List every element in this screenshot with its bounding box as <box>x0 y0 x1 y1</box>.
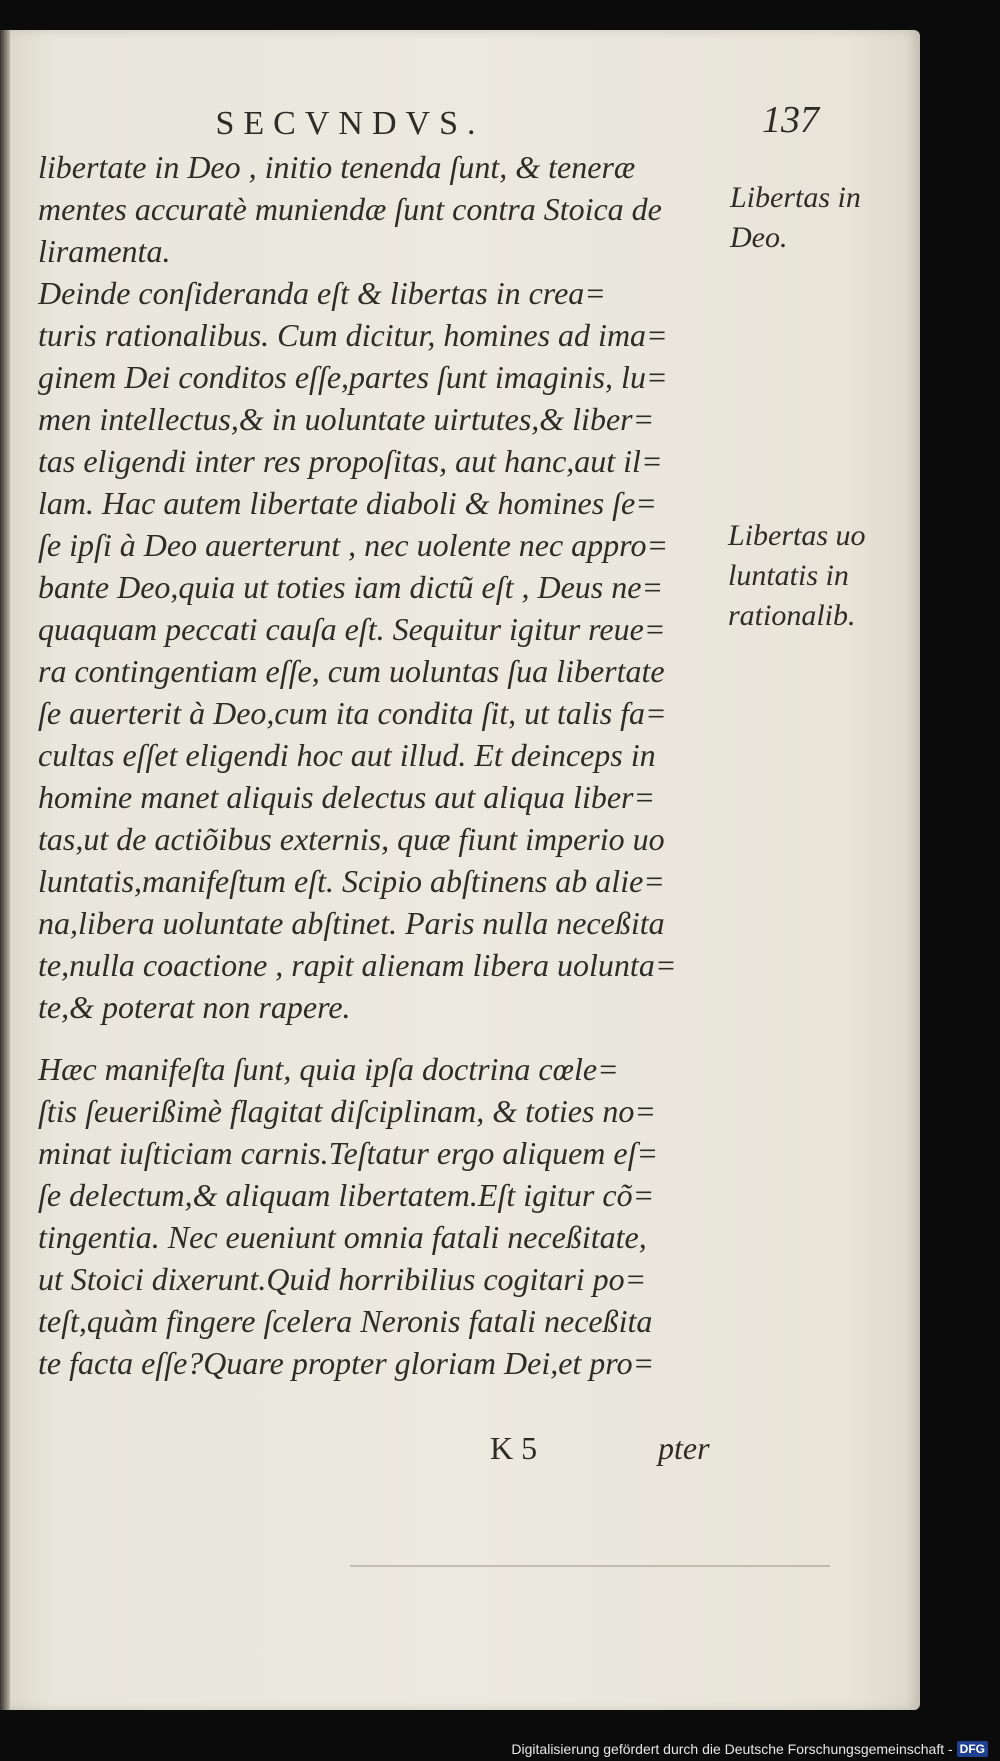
text-line: turis rationalibus. Cum dicitur, homines ad ima= <box>38 317 668 353</box>
faint-rule <box>350 1565 830 1567</box>
text-line: men intellectus,& in uoluntate uirtutes,& liber= <box>38 401 655 437</box>
page-number: 137 <box>762 99 819 141</box>
page-binding-edge <box>0 30 10 1710</box>
text-line: ginem Dei conditos eſſe,partes ſunt imaginis, lu= <box>38 359 668 395</box>
text-line: bante Deo,quia ut toties iam dictũ eſt , Deus ne= <box>38 569 664 605</box>
text-line: teſt,quàm fingere ſcelera Neronis fatali neceßita <box>38 1303 653 1339</box>
text-line: ſe auerterit à Deo,cum ita condita ſit, ut talis fa= <box>38 695 667 731</box>
margin-note-libertas-deo <box>730 178 861 258</box>
text-line: lam. Hac autem libertate diaboli & homines ſe= <box>38 485 657 521</box>
catchword: pter <box>658 1430 710 1466</box>
text-line: homine manet aliquis delectus aut aliqua liber= <box>38 779 656 815</box>
text-line: ſe ipſi à Deo auerterunt , nec uolente nec appro= <box>38 527 669 563</box>
text-line: ſe delectum,& aliquam libertatem.Eſt igitur cõ= <box>38 1177 655 1213</box>
text-line: tas,ut de actiõibus externis, quæ fiunt imperio uo <box>38 821 665 857</box>
margin-note-line: Libertas uo <box>728 519 866 552</box>
main-text <box>38 146 728 1384</box>
text-line: ra contingentiam eſſe, cum uoluntas ſua libertate <box>38 653 665 689</box>
text-line: mentes accuratè muniendæ ſunt contra Stoica de <box>38 191 662 227</box>
text-line: cultas eſſet eligendi hoc aut illud. Et deinceps in <box>38 737 656 773</box>
dfg-logo: DFG <box>957 1741 988 1757</box>
page-foot <box>480 1430 740 1470</box>
text-line: tingentia. Nec eueniunt omnia fatali neceßitate, <box>38 1219 647 1255</box>
text-line: ut Stoici dixerunt.Quid horribilius cogitari po= <box>38 1261 647 1297</box>
text-line: libertate in Deo , initio tenenda ſunt, & teneræ <box>38 149 636 185</box>
text-line: liramenta. <box>38 233 171 269</box>
text-line: Hæc manifeſta ſunt, quia ipſa doctrina cœle= <box>38 1051 619 1087</box>
text-line: tas eligendi inter res propoſitas, aut hanc,aut il= <box>38 443 663 479</box>
running-head: SECVNDVS. <box>215 105 485 142</box>
text-line: ſtis ſeuerißimè flagitat diſciplinam, & toties no= <box>38 1093 656 1129</box>
credit-text: Digitalisierung gefördert durch die Deutsche Forschungsgemeinschaft - <box>511 1741 953 1757</box>
margin-note-libertas-uoluntatis <box>728 516 866 636</box>
margin-note-line: Libertas in <box>730 181 861 214</box>
digitization-credit <box>511 1741 988 1757</box>
text-line: luntatis,manifeſtum eſt. Scipio abſtinens ab alie= <box>38 863 665 899</box>
text-line: na,libera uoluntate abſtinet. Paris nulla neceßita <box>38 905 665 941</box>
margin-note-line: Deo. <box>730 221 788 254</box>
text-line: te,& poterat non rapere. <box>38 989 351 1025</box>
text-line: te facta eſſe?Quare propter gloriam Dei,et pro= <box>38 1345 655 1381</box>
text-line: te,nulla coactione , rapit alienam libera uolunta= <box>38 947 677 983</box>
book-page <box>0 30 920 1710</box>
text-line: Deinde conſideranda eſt & libertas in crea= <box>38 275 606 311</box>
signature-mark: K 5 <box>490 1430 538 1466</box>
text-line: quaquam peccati cauſa eſt. Sequitur igitur reue= <box>38 611 666 647</box>
margin-note-line: luntatis in <box>728 559 849 592</box>
text-line: minat iuſticiam carnis.Teſtatur ergo aliquem eſ= <box>38 1135 659 1171</box>
margin-note-line: rationalib. <box>728 599 856 632</box>
